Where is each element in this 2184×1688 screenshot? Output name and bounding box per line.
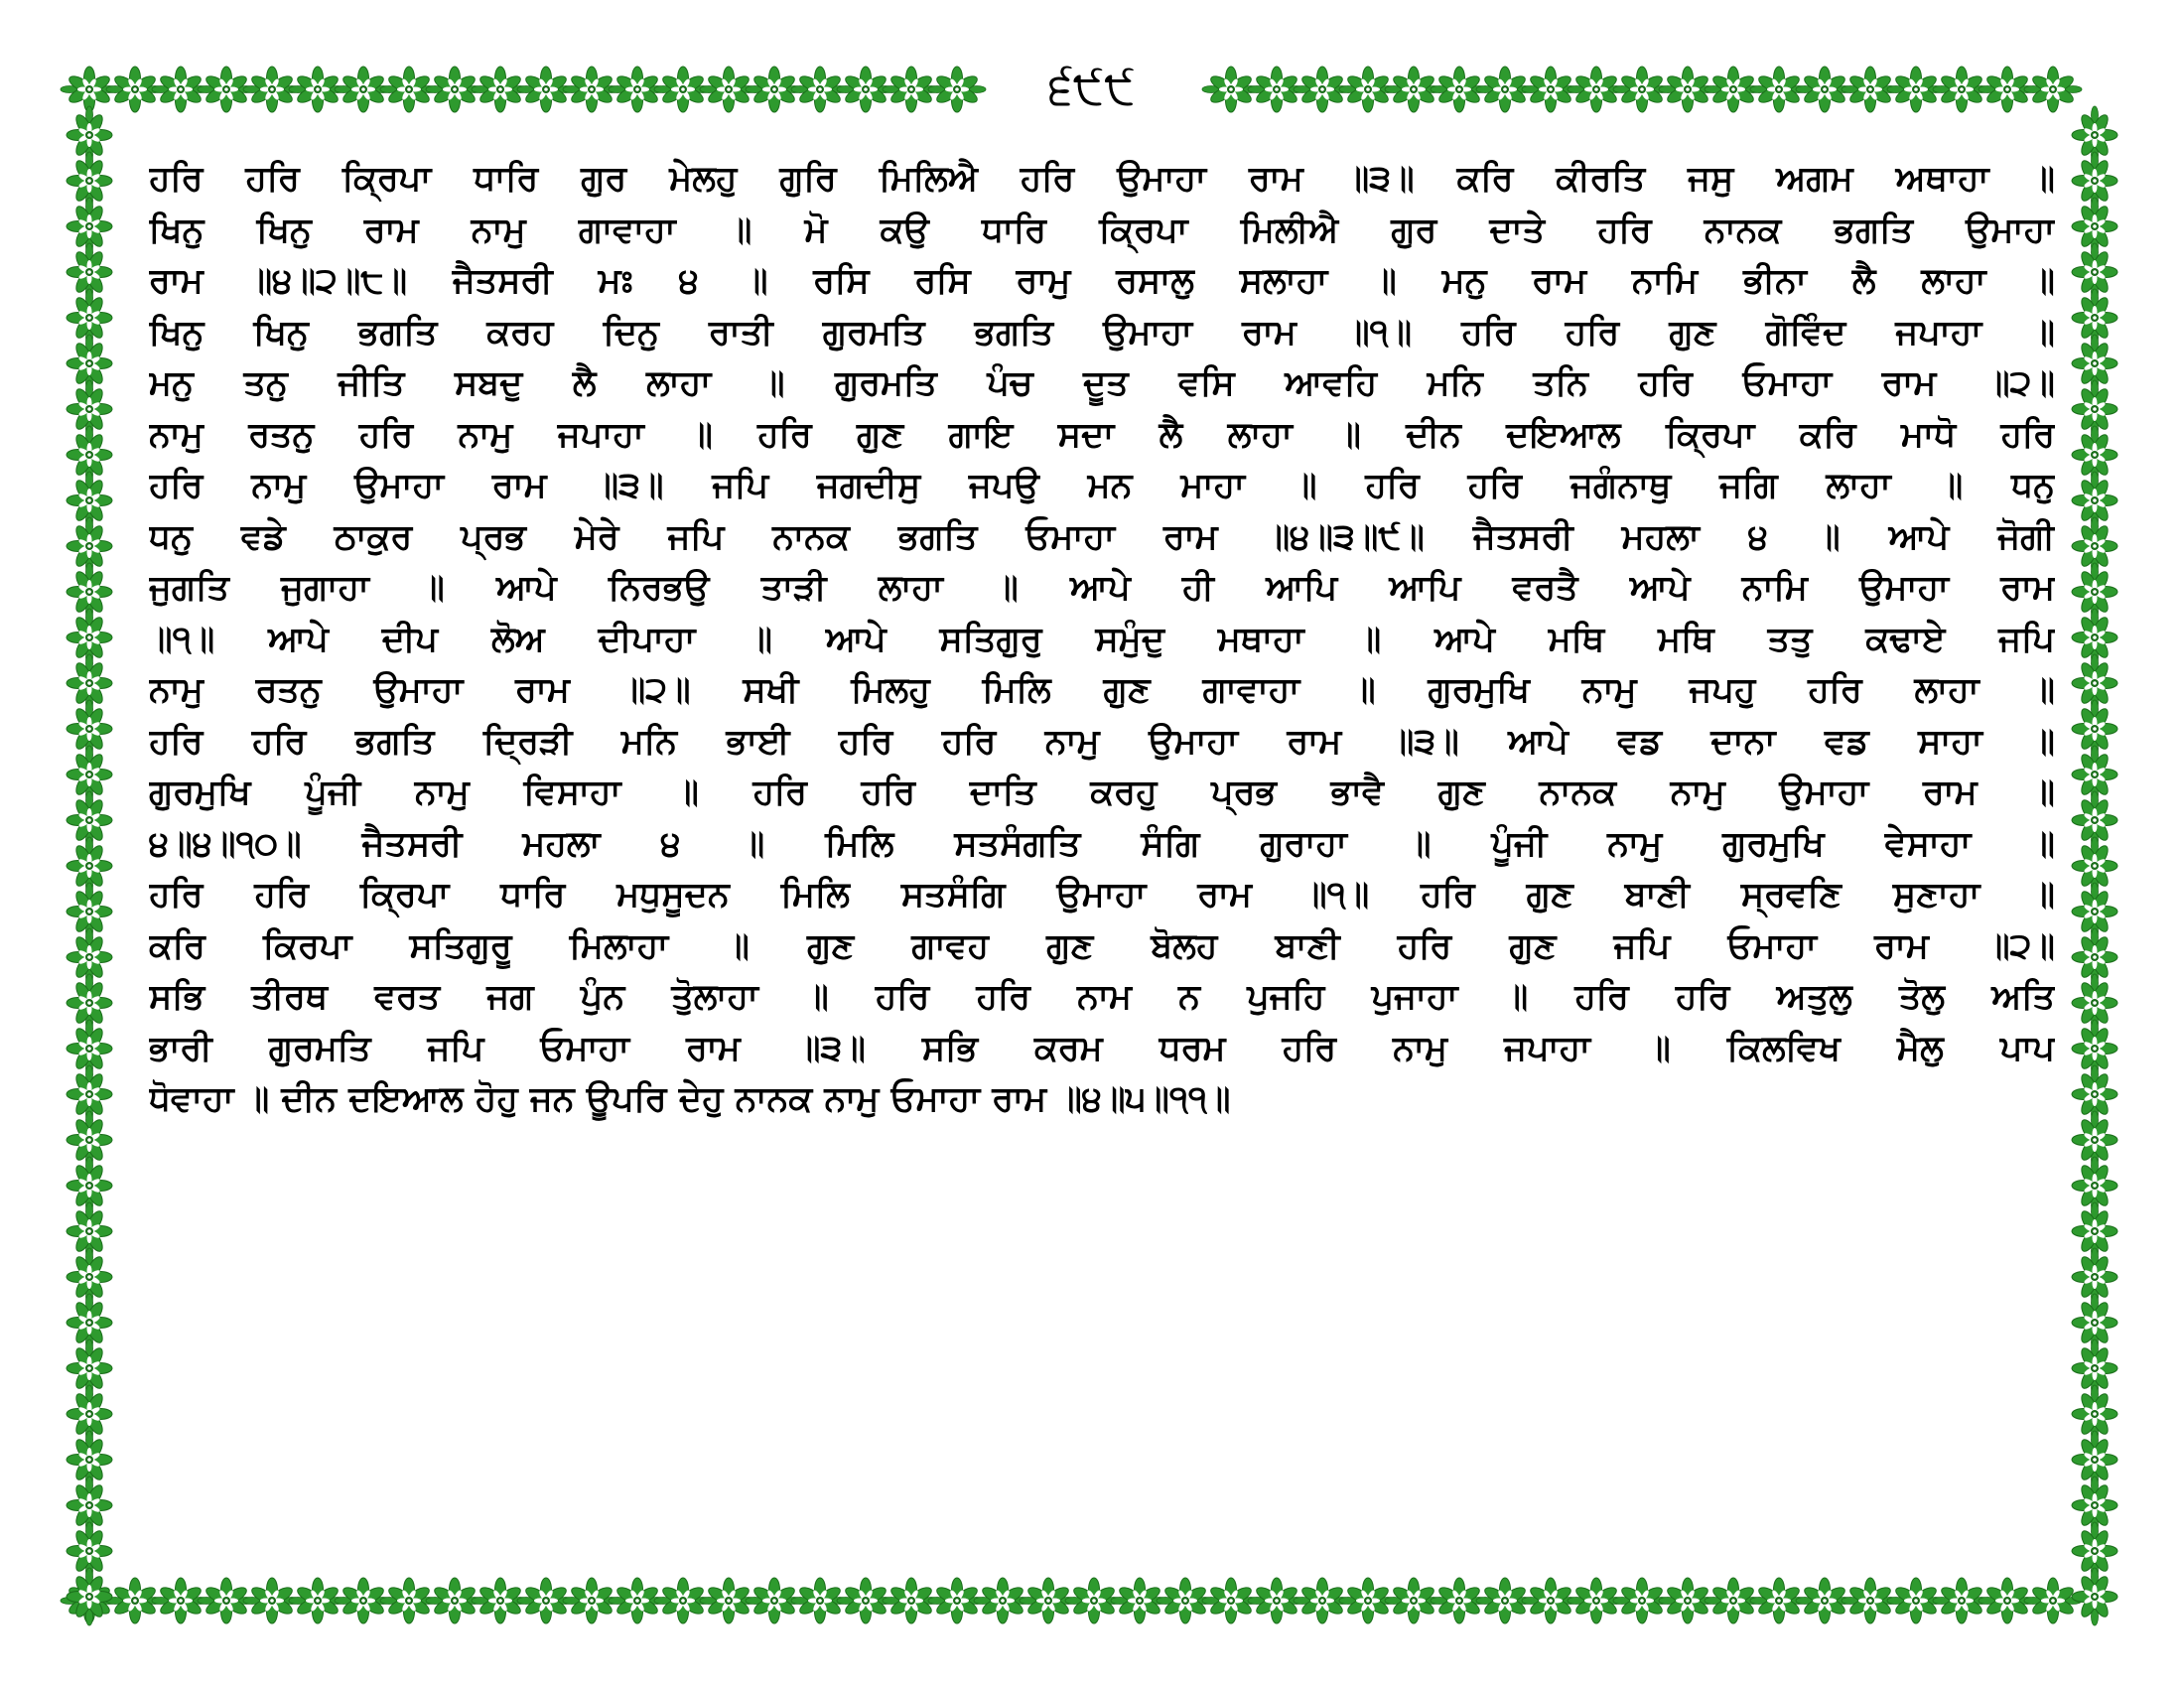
text-line: ਹਰਿ ਹਰਿ ਕ੍ਰਿਪਾ ਧਾਰਿ ਗੁਰ ਮੇਲਹੁ ਗੁਰਿ ਮਿਲਿਐ ਹਰਿ ਉਮਾਹਾ ਰਾਮ ॥੩॥ ਕਰਿ ਕੀਰਤਿ ਜਸੁ ਅਗਮ ਅਥਾਹਾ ॥: [149, 159, 2055, 199]
text-line: ਹਰਿ ਹਰਿ ਕ੍ਰਿਪਾ ਧਾਰਿ ਮਧੁਸੂਦਨ ਮਿਲਿ ਸਤਸੰਗਿ ਉਮਾਹਾ ਰਾਮ ॥੧॥ ਹਰਿ ਗੁਣ ਬਾਣੀ ਸ੍ਰਵਣਿ ਸੁਣਾਹਾ ॥: [149, 875, 2055, 914]
text-line: ਹਰਿ ਹਰਿ ਭਗਤਿ ਦ੍ਰਿੜੀ ਮਨਿ ਭਾਈ ਹਰਿ ਹਰਿ ਨਾਮੁ ਉਮਾਹਾ ਰਾਮ ॥੩॥ ਆਪੇ ਵਡ ਦਾਨਾ ਵਡ ਸਾਹਾ ॥: [149, 721, 2055, 762]
text-line: ਹਰਿ ਨਾਮੁ ਉਮਾਹਾ ਰਾਮ ॥੩॥ ਜਪਿ ਜਗਦੀਸੁ ਜਪਉ ਮਨ ਮਾਹਾ ॥ ਹਰਿ ਹਰਿ ਜਗੰਨਾਥੁ ਜਗਿ ਲਾਹਾ ॥ ਧਨੁ: [149, 466, 2055, 505]
text-line: ਗੁਰਮੁਖਿ ਪੂੰਜੀ ਨਾਮੁ ਵਿਸਾਹਾ ॥ ਹਰਿ ਹਰਿ ਦਾਤਿ ਕਰਹੁ ਪ੍ਰਭ ਭਾਵੈ ਗੁਣ ਨਾਨਕ ਨਾਮੁ ਉਮਾਹਾ ਰਾਮ ॥: [149, 773, 2055, 812]
text-line: ਸਭਿ ਤੀਰਥ ਵਰਤ ਜਗ ਪੁੰਨ ਤੋੁਲਾਹਾ ॥ ਹਰਿ ਹਰਿ ਨਾਮ ਨ ਪੁਜਹਿ ਪੁਜਾਹਾ ॥ ਹਰਿ ਹਰਿ ਅਤੁਲੁ ਤੋਲੁ ਅਤਿ: [149, 977, 2055, 1017]
page-number: ੬੯੯: [1008, 48, 1176, 127]
text-line: ਜੁਗਤਿ ਜੁਗਾਹਾ ॥ ਆਪੇ ਨਿਰਭਉ ਤਾੜੀ ਲਾਹਾ ॥ ਆਪੇ ਹੀ ਆਪਿ ਆਪਿ ਵਰਤੈ ਆਪੇ ਨਾਮਿ ਉਮਾਹਾ ਰਾਮ: [149, 568, 2055, 608]
text-line: ਧਨੁ ਵਡੇ ਠਾਕੁਰ ਪ੍ਰਭ ਮੇਰੇ ਜਪਿ ਨਾਨਕ ਭਗਤਿ ਓਮਾਹਾ ਰਾਮ ॥੪॥੩॥੯॥ ਜੈਤਸਰੀ ਮਹਲਾ ੪ ॥ ਆਪੇ ਜੋਗੀ: [149, 516, 2055, 557]
scripture-text: [149, 154, 2055, 1534]
text-line: ੪॥੪॥੧੦॥ ਜੈਤਸਰੀ ਮਹਲਾ ੪ ॥ ਮਿਲਿ ਸਤਸੰਗਤਿ ਸੰਗਿ ਗੁਰਾਹਾ ॥ ਪੂੰਜੀ ਨਾਮੁ ਗੁਰਮੁਖਿ ਵੇਸਾਹਾ ॥: [149, 823, 2055, 864]
text-line: ਖਿਨੁ ਖਿਨੁ ਭਗਤਿ ਕਰਹ ਦਿਨੁ ਰਾਤੀ ਗੁਰਮਤਿ ਭਗਤਿ ਉਮਾਹਾ ਰਾਮ ॥੧॥ ਹਰਿ ਹਰਿ ਗੁਣ ਗੋਵਿੰਦ ਜਪਾਹਾ ॥: [149, 312, 2055, 352]
text-line: ਕਰਿ ਕਿਰਪਾ ਸਤਿਗੁਰੂ ਮਿਲਾਹਾ ॥ ਗੁਣ ਗਾਵਹ ਗੁਣ ਬੋਲਹ ਬਾਣੀ ਹਰਿ ਗੁਣ ਜਪਿ ਓਮਾਹਾ ਰਾਮ ॥੨॥: [149, 925, 2055, 966]
text-line: ਖਿਨੁ ਖਿਨੁ ਰਾਮ ਨਾਮੁ ਗਾਵਾਹਾ ॥ ਮੋ ਕਉ ਧਾਰਿ ਕ੍ਰਿਪਾ ਮਿਲੀਐ ਗੁਰ ਦਾਤੇ ਹਰਿ ਨਾਨਕ ਭਗਤਿ ਉਮਾਹਾ: [149, 210, 2055, 250]
text-line: ਰਾਮ ॥੪॥੨॥੮॥ ਜੈਤਸਰੀ ਮਃ ੪ ॥ ਰਸਿ ਰਸਿ ਰਾਮੁ ਰਸਾਲੁ ਸਲਾਹਾ ॥ ਮਨੁ ਰਾਮ ਨਾਮਿ ਭੀਨਾ ਲੈ ਲਾਹਾ ॥: [149, 261, 2055, 301]
text-line: ਨਾਮੁ ਰਤਨੁ ਹਰਿ ਨਾਮੁ ਜਪਾਹਾ ॥ ਹਰਿ ਗੁਣ ਗਾਇ ਸਦਾ ਲੈ ਲਾਹਾ ॥ ਦੀਨ ਦਇਆਲ ਕ੍ਰਿਪਾ ਕਰਿ ਮਾਧੋ ਹਰਿ: [149, 414, 2055, 455]
text-line: ਧੋਵਾਹਾ ॥ ਦੀਨ ਦਇਆਲ ਹੋਹੁ ਜਨ ਊਪਰਿ ਦੇਹੁ ਨਾਨਕ ਨਾਮੁ ਓਮਾਹਾ ਰਾਮ ॥੪॥੫॥੧੧॥: [149, 1079, 1231, 1119]
text-line: ਨਾਮੁ ਰਤਨੁ ਉਮਾਹਾ ਰਾਮ ॥੨॥ ਸਖੀ ਮਿਲਹੁ ਮਿਲਿ ਗੁਣ ਗਾਵਾਹਾ ॥ ਗੁਰਮੁਖਿ ਨਾਮੁ ਜਪਹੁ ਹਰਿ ਲਾਹਾ ॥: [149, 670, 2055, 710]
text-line: ਭਾਰੀ ਗੁਰਮਤਿ ਜਪਿ ਓਮਾਹਾ ਰਾਮ ॥੩॥ ਸਭਿ ਕਰਮ ਧਰਮ ਹਰਿ ਨਾਮੁ ਜਪਾਹਾ ॥ ਕਿਲਵਿਖ ਮੈਲੁ ਪਾਪ: [149, 1028, 2055, 1068]
text-line: ਮਨੁ ਤਨੁ ਜੀਤਿ ਸਬਦੁ ਲੈ ਲਾਹਾ ॥ ਗੁਰਮਤਿ ਪੰਚ ਦੂਤ ਵਸਿ ਆਵਹਿ ਮਨਿ ਤਨਿ ਹਰਿ ਓਮਾਹਾ ਰਾਮ ॥੨॥: [149, 363, 2055, 403]
text-line: ॥੧॥ ਆਪੇ ਦੀਪ ਲੋਅ ਦੀਪਾਹਾ ॥ ਆਪੇ ਸਤਿਗੁਰੁ ਸਮੁੰਦੁ ਮਥਾਹਾ ॥ ਆਪੇ ਮਥਿ ਮਥਿ ਤਤੁ ਕਢਾਏ ਜਪਿ: [149, 619, 2055, 659]
